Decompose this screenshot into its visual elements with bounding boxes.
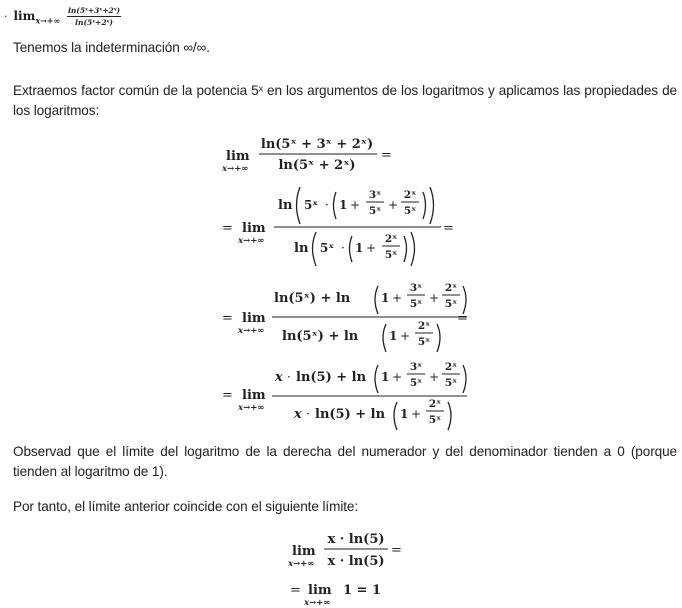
s4-num-5x-d1: 5ˣ — [409, 377, 423, 389]
lim-sub-4: x→+∞ — [238, 403, 265, 413]
s3-num-lparen — [375, 286, 378, 314]
s2-den-5x: 5ˣ — [320, 241, 335, 255]
lim-sub-2: x→+∞ — [238, 236, 265, 246]
eq-6: = — [290, 583, 301, 598]
bullet: · — [4, 10, 8, 23]
s3-den-rparen — [437, 324, 440, 352]
s4-den-1: 1 — [400, 407, 409, 421]
s3-num-plus1: + — [392, 291, 403, 305]
s4-num-x: x — [275, 370, 283, 385]
heading-lim: lim — [13, 9, 36, 23]
eq-5: = — [391, 543, 402, 558]
s2-num-ln: ln — [278, 198, 293, 213]
paragraph-observe: Observad que el límite del logaritmo de la derecha del numerador y del denominador tienden a 0 (porque tienden al logaritmo de 1). — [13, 444, 677, 479]
s2-den-big-lparen — [313, 232, 317, 266]
s2-num-5x-d1: 5ˣ — [368, 205, 382, 217]
s4-den-ln5: ln(5) + ln — [315, 407, 386, 422]
heading-denominator: ln(5ˣ+2ˣ) — [75, 18, 113, 27]
s3-den-plus: + — [400, 329, 411, 343]
step-4 — [222, 361, 467, 430]
final-numerator: x · ln(5) — [327, 532, 385, 547]
s4-den-x: x — [294, 407, 302, 422]
lim-sub-5: x→+∞ — [288, 559, 315, 569]
eq-2a: = — [222, 221, 233, 236]
eq-3b: = — [457, 311, 468, 326]
s4-num-5x-d2: 5ˣ — [444, 377, 458, 389]
s3-num-3x: 3ˣ — [409, 282, 423, 294]
final-result: 1 = 1 — [343, 583, 382, 598]
s2-den-2x: 2ˣ — [384, 233, 398, 245]
s3-den-2x: 2ˣ — [417, 320, 431, 332]
s2-num-big-rparen — [430, 187, 434, 224]
s3-num-rparen — [463, 286, 466, 314]
heading-numerator: ln(5ˣ+3ˣ+2ˣ) — [68, 6, 121, 15]
s3-num-2x: 2ˣ — [444, 282, 458, 294]
s4-num-plus1: + — [392, 370, 403, 384]
s4-num-ln5: ln(5) + ln — [296, 370, 367, 385]
s2-num-big-lparen — [297, 187, 301, 224]
lim-1: lim — [226, 149, 250, 164]
eq-2b: = — [443, 221, 454, 236]
lim-sub-6: x→+∞ — [304, 598, 331, 608]
step-2 — [222, 187, 454, 266]
s2-num-mid-rparen — [423, 192, 426, 219]
s2-den-plus: + — [366, 241, 377, 255]
final-denominator: x · ln(5) — [327, 554, 385, 569]
s4-num-plus2: + — [429, 370, 440, 384]
s2-num-mid-lparen — [334, 192, 337, 219]
s2-den-big-rparen — [411, 232, 415, 266]
step-1 — [221, 137, 392, 174]
lim-2: lim — [242, 221, 266, 236]
s3-num-5x-d2: 5ˣ — [444, 298, 458, 310]
eq-4: = — [222, 388, 233, 403]
s4-num-rparen — [463, 365, 466, 393]
s2-num-1: 1 — [339, 198, 348, 212]
s2-den-ln: ln — [294, 241, 309, 256]
s3-den-ln5x: ln(5ˣ) + ln — [282, 329, 359, 344]
paragraph-indeterminacy: Tenemos la indeterminación ∞/∞. — [13, 40, 210, 55]
s4-den-lparen — [394, 402, 397, 430]
s3-num-1: 1 — [381, 291, 390, 305]
s1-denominator: ln(5ˣ + 2ˣ) — [278, 158, 356, 173]
s4-num-3x: 3ˣ — [409, 361, 423, 373]
eq-1: = — [381, 148, 392, 163]
s3-den-lparen — [383, 324, 386, 352]
s3-num-plus2: + — [429, 291, 440, 305]
s2-den-1: 1 — [355, 241, 364, 255]
paragraph-therefore: Por tanto, el límite anterior coincide con el siguiente límite: — [13, 499, 359, 514]
lim-5: lim — [292, 544, 316, 559]
s4-den-dot: · — [306, 407, 310, 421]
s1-numerator: ln(5ˣ + 3ˣ + 2ˣ) — [260, 137, 374, 152]
s4-den-2x: 2ˣ — [428, 398, 442, 410]
s4-den-5x-d: 5ˣ — [428, 414, 442, 426]
heading-lim-sub: x→+∞ — [35, 15, 61, 26]
s4-den-plus: + — [411, 407, 422, 421]
step-final — [287, 532, 402, 608]
s4-num-dot: · — [287, 370, 291, 384]
s2-num-3x: 3ˣ — [368, 189, 382, 201]
s2-num-plus1: + — [350, 198, 361, 212]
lim-4: lim — [242, 388, 266, 403]
s2-num-5x: 5ˣ — [304, 198, 319, 212]
s4-num-1: 1 — [381, 370, 390, 384]
s2-den-mid-rparen — [404, 236, 407, 262]
s2-den-dot: · — [341, 241, 345, 255]
lim-3: lim — [242, 311, 266, 326]
s2-den-5x-d: 5ˣ — [384, 249, 398, 261]
s2-num-plus2: + — [388, 198, 399, 212]
s2-num-2x: 2ˣ — [403, 189, 417, 201]
s3-num-5x-d1: 5ˣ — [409, 298, 423, 310]
s4-num-lparen — [375, 365, 378, 393]
lim-sub-3: x→+∞ — [238, 326, 265, 336]
step-3 — [222, 282, 468, 352]
s3-den-1: 1 — [389, 329, 398, 343]
s4-den-rparen — [448, 402, 451, 430]
paragraph-factor: Extraemos factor común de la potencia 5ˣ en los argumentos de los logaritmos y aplicamos las propiedades de los logaritmos: — [13, 83, 677, 118]
s2-num-dot: · — [325, 198, 329, 212]
lim-sub-1: x→+∞ — [222, 164, 249, 174]
s3-den-5x-d: 5ˣ — [417, 336, 431, 348]
lim-6: lim — [308, 583, 332, 598]
s3-num-ln5x: ln(5ˣ) + ln — [274, 291, 351, 306]
s2-num-5x-d2: 5ˣ — [403, 205, 417, 217]
s2-den-mid-lparen — [350, 236, 353, 262]
s4-num-2x: 2ˣ — [444, 361, 458, 373]
eq-3a: = — [222, 311, 233, 326]
